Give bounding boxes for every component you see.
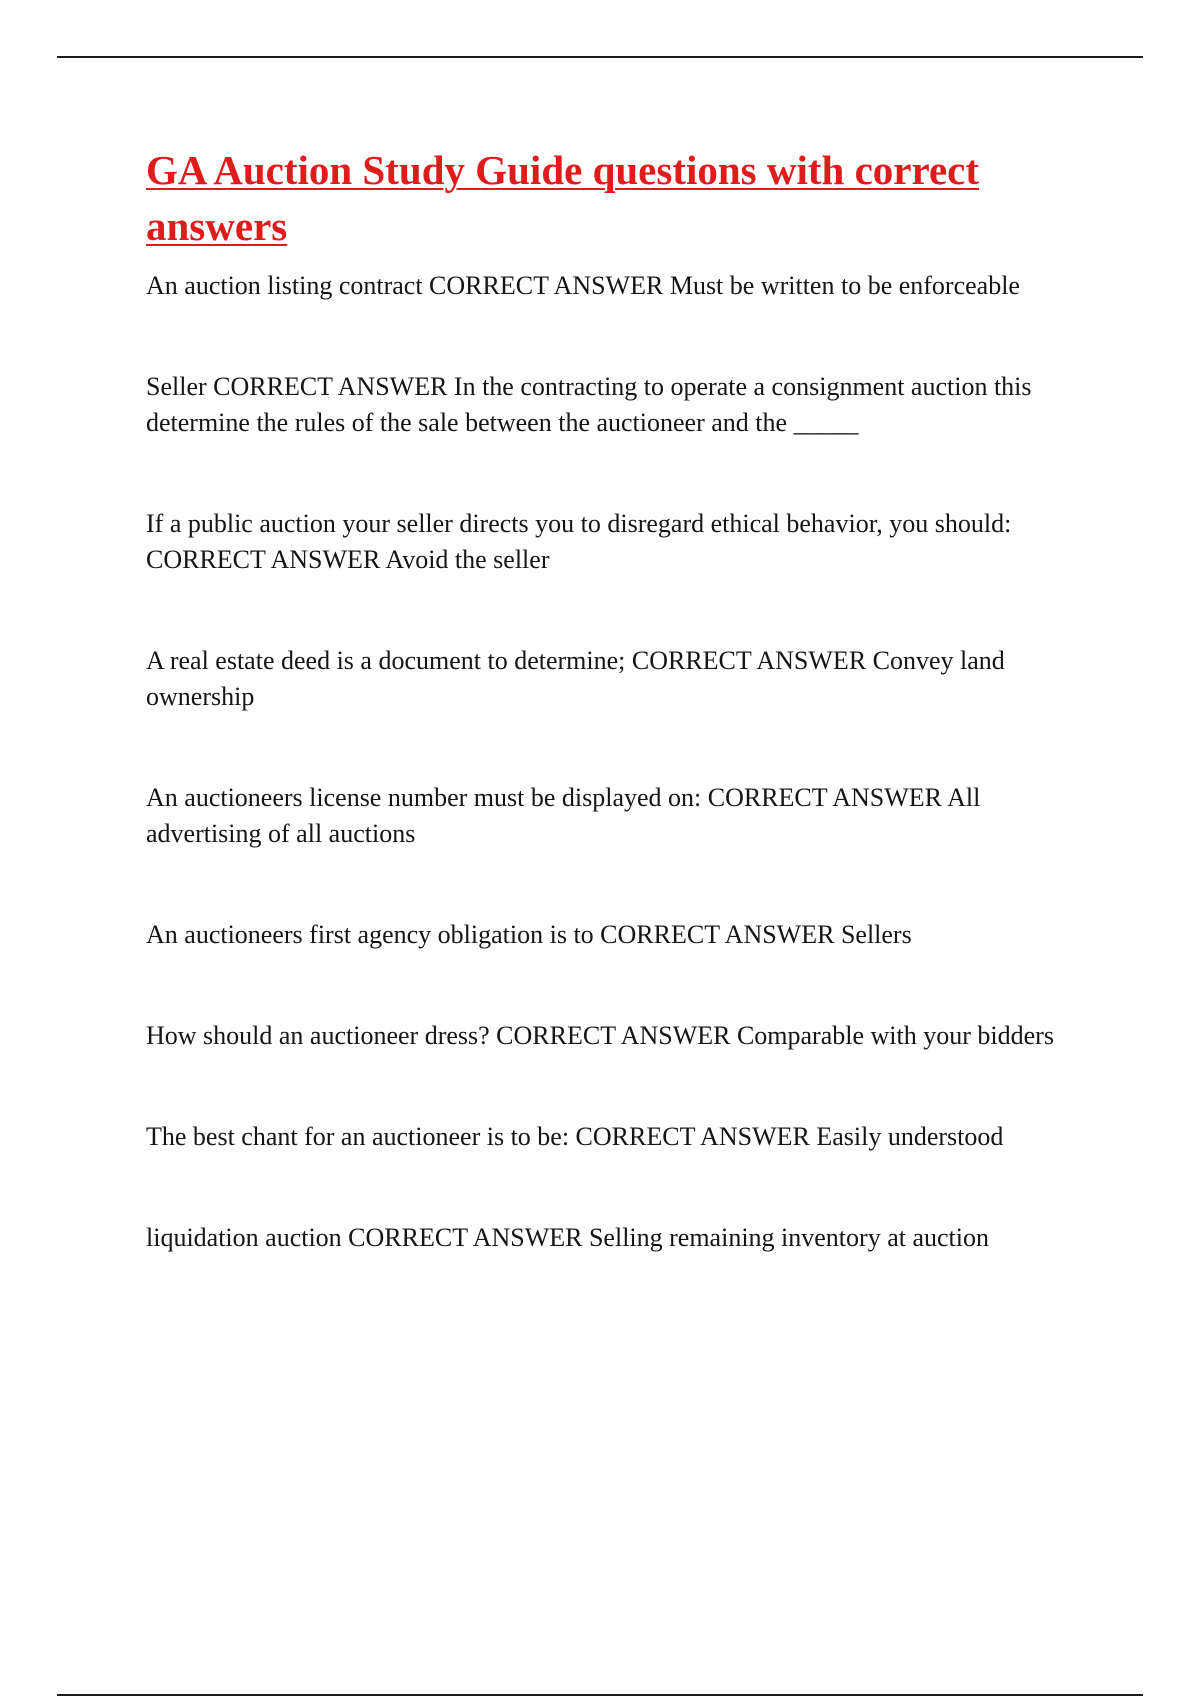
qa-item: An auctioneers first agency obligation is to CORRECT ANSWER Sellers [146, 920, 912, 949]
qa-item: A real estate deed is a document to determine; CORRECT ANSWER Convey land ownership [146, 646, 1005, 711]
qa-item: Seller CORRECT ANSWER In the contracting to operate a consignment auction this determine the rules of the sale between the auctioneer and the _____ [146, 372, 1032, 437]
qa-item: If a public auction your seller directs you to disregard ethical behavior, you should: CORRECT ANSWER Avoid the seller [146, 509, 1012, 574]
document-title: GA Auction Study Guide questions with correct answers [146, 147, 979, 249]
qa-item: The best chant for an auctioneer is to be: CORRECT ANSWER Easily understood [146, 1122, 1004, 1151]
qa-item: An auctioneers license number must be displayed on: CORRECT ANSWER All advertising of all auctions [146, 783, 981, 848]
qa-item: liquidation auction CORRECT ANSWER Selling remaining inventory at auction [146, 1223, 989, 1252]
header-rule [57, 56, 1143, 58]
qa-item: An auction listing contract CORRECT ANSWER Must be written to be enforceable [146, 271, 1020, 300]
document-page [146, 142, 1096, 1321]
qa-list [146, 268, 1096, 1256]
qa-item: How should an auctioneer dress? CORRECT ANSWER Comparable with your bidders [146, 1021, 1054, 1050]
footer-rule [57, 1694, 1143, 1696]
